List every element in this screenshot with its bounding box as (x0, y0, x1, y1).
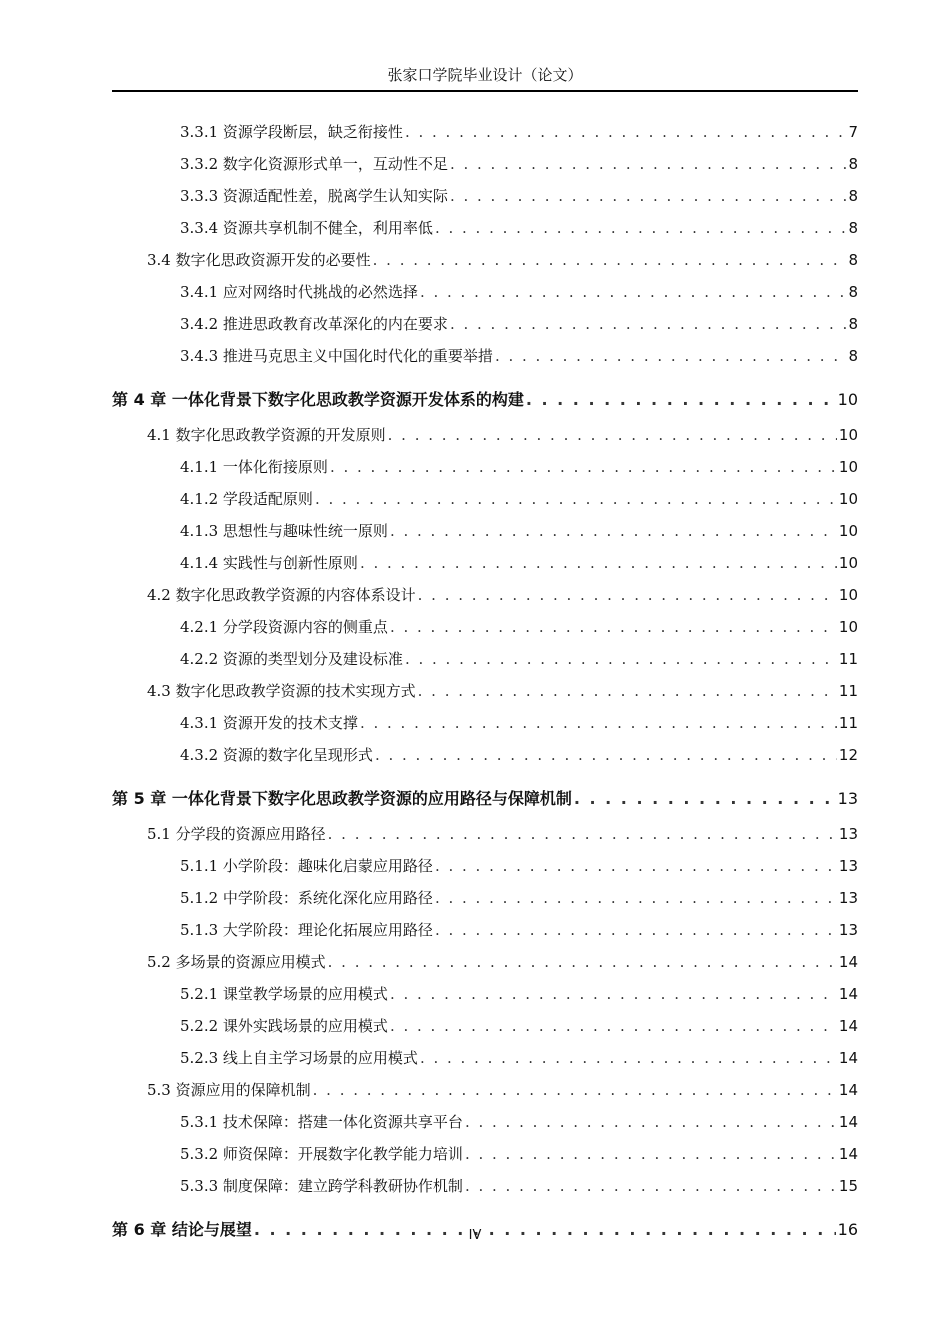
toc-entry-title: 4.1 数字化思政教学资源的开发原则 (147, 426, 386, 444)
toc-leader-dots (405, 643, 837, 675)
toc-entry-title: 3.4.2 推进思政教育改革深化的内在要求 (180, 315, 448, 333)
toc-leader-dots (390, 978, 837, 1010)
toc-entry-title: 5.3.2 师资保障：开展数字化教学能力培训 (180, 1145, 463, 1163)
toc-page-number: 13 (838, 857, 858, 875)
toc-section-entry[interactable] (112, 244, 858, 276)
toc-page-number: 8 (848, 315, 858, 333)
toc-subsection-entry[interactable] (112, 882, 858, 914)
toc-leader-dots (390, 611, 837, 643)
toc-leader-dots (418, 675, 837, 707)
toc-entry-title: 4.1.1 一体化衔接原则 (180, 458, 328, 476)
toc-leader-dots (390, 1010, 837, 1042)
toc-entry-title: 5.1.1 小学阶段：趣味化启蒙应用路径 (180, 857, 433, 875)
toc-subsection-entry[interactable] (112, 515, 858, 547)
toc-subsection-entry[interactable] (112, 1106, 858, 1138)
toc-entry-title: 4.2.2 资源的类型划分及建设标准 (180, 650, 403, 668)
toc-page-number: 10 (837, 390, 858, 409)
toc-leader-dots (390, 515, 837, 547)
toc-leader-dots (450, 308, 847, 340)
toc-entry-title: 第 6 章 结论与展望 (112, 1220, 252, 1239)
toc-entry-title: 5.3.3 制度保障：建立跨学科教研协作机制 (180, 1177, 463, 1195)
toc-entry-title: 4.1.2 学段适配原则 (180, 490, 313, 508)
toc-leader-dots (328, 946, 837, 978)
toc-entry-title: 5.3 资源应用的保障机制 (147, 1081, 311, 1099)
toc-page-number: 10 (838, 522, 858, 540)
toc-page-number: 16 (837, 1220, 858, 1239)
toc-subsection-entry[interactable] (112, 850, 858, 882)
toc-subsection-entry[interactable] (112, 611, 858, 643)
toc-leader-dots (435, 914, 837, 946)
toc-page-number: 15 (838, 1177, 858, 1195)
toc-page-number: 8 (848, 187, 858, 205)
toc-page-number: 14 (838, 1113, 858, 1131)
toc-subsection-entry[interactable] (112, 547, 858, 579)
toc-leader-dots (418, 579, 837, 611)
toc-entry-title: 3.3.3 资源适配性差，脱离学生认知实际 (180, 187, 448, 205)
toc-leader-dots (313, 1074, 837, 1106)
toc-leader-dots (420, 276, 847, 308)
toc-page-number: 8 (848, 283, 858, 301)
toc-leader-dots (435, 882, 837, 914)
toc-leader-dots (574, 779, 836, 818)
toc-leader-dots (435, 850, 837, 882)
toc-leader-dots (450, 148, 847, 180)
toc-leader-dots (420, 1042, 837, 1074)
toc-leader-dots (315, 483, 837, 515)
toc-leader-dots (360, 547, 837, 579)
toc-entry-title: 3.4.3 推进马克思主义中国化时代化的重要举措 (180, 347, 493, 365)
toc-subsection-entry[interactable] (112, 148, 858, 180)
header-title: 张家口学院毕业设计（论文） (387, 66, 583, 84)
toc-section-entry[interactable] (112, 675, 858, 707)
toc-leader-dots (330, 451, 837, 483)
toc-page-number: 13 (838, 889, 858, 907)
toc-subsection-entry[interactable] (112, 451, 858, 483)
toc-leader-dots (328, 818, 837, 850)
toc-page-number: 8 (848, 347, 858, 365)
toc-entry-title: 4.2.1 分学段资源内容的侧重点 (180, 618, 388, 636)
toc-section-entry[interactable] (112, 1074, 858, 1106)
toc-entry-title: 5.2.2 课外实践场景的应用模式 (180, 1017, 388, 1035)
toc-entry-title: 3.4.1 应对网络时代挑战的必然选择 (180, 283, 418, 301)
toc-subsection-entry[interactable] (112, 978, 858, 1010)
toc-entry-title: 5.1 分学段的资源应用路径 (147, 825, 326, 843)
toc-entry-title: 5.2 多场景的资源应用模式 (147, 953, 326, 971)
toc-subsection-entry[interactable] (112, 1010, 858, 1042)
toc-page-number: 8 (848, 219, 858, 237)
toc-section-entry[interactable] (112, 818, 858, 850)
toc-page-number: 11 (838, 714, 858, 732)
toc-page-number: 13 (837, 789, 858, 808)
toc-page-number: 10 (838, 586, 858, 604)
toc-subsection-entry[interactable] (112, 308, 858, 340)
toc-subsection-entry[interactable] (112, 340, 858, 372)
toc-page-number: 14 (838, 1145, 858, 1163)
toc-entry-title: 第 5 章 一体化背景下数字化思政教学资源的应用路径与保障机制 (112, 789, 572, 808)
toc-page-number: 14 (838, 985, 858, 1003)
toc-entry-title: 5.1.3 大学阶段：理论化拓展应用路径 (180, 921, 433, 939)
toc-page-number: 12 (838, 746, 858, 764)
toc-page-number: 10 (838, 490, 858, 508)
toc-subsection-entry[interactable] (112, 180, 858, 212)
toc-page-number: 8 (848, 155, 858, 173)
toc-section-entry[interactable] (112, 419, 858, 451)
toc-page-number: 13 (838, 921, 858, 939)
toc-entry-title: 3.3.2 数字化资源形式单一，互动性不足 (180, 155, 448, 173)
toc-entry-title: 5.3.1 技术保障：搭建一体化资源共享平台 (180, 1113, 463, 1131)
toc-page-number: 10 (838, 426, 858, 444)
toc-subsection-entry[interactable] (112, 1042, 858, 1074)
toc-entry-title: 3.3.4 资源共享机制不健全，利用率低 (180, 219, 433, 237)
toc-page-number: 10 (838, 618, 858, 636)
toc-subsection-entry[interactable] (112, 276, 858, 308)
toc-leader-dots (388, 419, 837, 451)
toc-leader-dots (373, 244, 847, 276)
toc-entry-title: 5.2.1 课堂教学场景的应用模式 (180, 985, 388, 1003)
toc-leader-dots (450, 180, 847, 212)
toc-subsection-entry[interactable] (112, 116, 858, 148)
toc-subsection-entry[interactable] (112, 739, 858, 771)
toc-leader-dots (526, 380, 836, 419)
toc-entry-title: 4.2 数字化思政教学资源的内容体系设计 (147, 586, 416, 604)
toc-section-entry[interactable] (112, 946, 858, 978)
page-number: IV (468, 1228, 482, 1243)
toc-leader-dots (465, 1138, 837, 1170)
toc-leader-dots (405, 116, 847, 148)
page-footer (0, 1228, 950, 1243)
toc-leader-dots (465, 1106, 837, 1138)
toc-entry-title: 4.1.4 实践性与创新性原则 (180, 554, 358, 572)
toc-entry-title: 4.3.1 资源开发的技术支撑 (180, 714, 358, 732)
toc-subsection-entry[interactable] (112, 1170, 858, 1202)
toc-subsection-entry[interactable] (112, 1138, 858, 1170)
toc-leader-dots (495, 340, 847, 372)
toc-page-number: 14 (838, 1017, 858, 1035)
toc-chapter-entry[interactable] (112, 380, 858, 419)
toc-page-number: 14 (838, 1049, 858, 1067)
toc-subsection-entry[interactable] (112, 707, 858, 739)
toc-subsection-entry[interactable] (112, 483, 858, 515)
toc-subsection-entry[interactable] (112, 643, 858, 675)
toc-page-number: 8 (848, 251, 858, 269)
toc-leader-dots (465, 1170, 837, 1202)
toc-page-number: 10 (838, 554, 858, 572)
page-header (112, 64, 858, 92)
toc-page-number: 14 (838, 953, 858, 971)
toc-section-entry[interactable] (112, 579, 858, 611)
toc-subsection-entry[interactable] (112, 212, 858, 244)
toc-entry-title: 第 4 章 一体化背景下数字化思政教学资源开发体系的构建 (112, 390, 524, 409)
toc-page-number: 7 (848, 123, 858, 141)
toc-entry-title: 5.1.2 中学阶段：系统化深化应用路径 (180, 889, 433, 907)
toc-page-number: 10 (838, 458, 858, 476)
toc-entry-title: 3.3.1 资源学段断层，缺乏衔接性 (180, 123, 403, 141)
toc-page-number: 14 (838, 1081, 858, 1099)
toc-leader-dots (435, 212, 847, 244)
toc-page-number: 13 (838, 825, 858, 843)
toc-leader-dots (360, 707, 837, 739)
toc-page-number: 11 (838, 650, 858, 668)
toc-subsection-entry[interactable] (112, 914, 858, 946)
table-of-contents (112, 116, 858, 1249)
toc-chapter-entry[interactable] (112, 779, 858, 818)
toc-entry-title: 3.4 数字化思政资源开发的必要性 (147, 251, 371, 269)
toc-leader-dots (375, 739, 837, 771)
toc-page-number: 11 (838, 682, 858, 700)
toc-entry-title: 4.1.3 思想性与趣味性统一原则 (180, 522, 388, 540)
toc-entry-title: 4.3 数字化思政教学资源的技术实现方式 (147, 682, 416, 700)
toc-entry-title: 4.3.2 资源的数字化呈现形式 (180, 746, 373, 764)
toc-entry-title: 5.2.3 线上自主学习场景的应用模式 (180, 1049, 418, 1067)
